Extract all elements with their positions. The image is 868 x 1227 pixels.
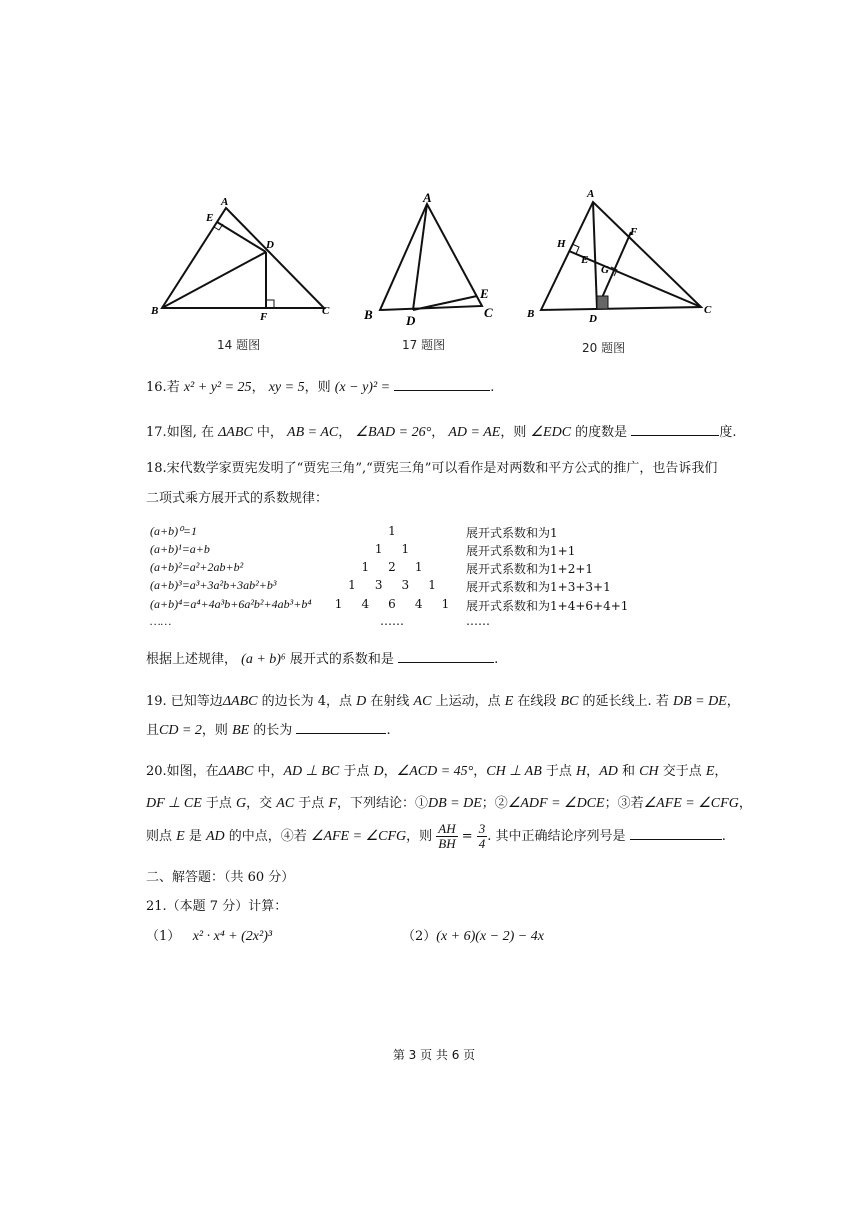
expansion-expr: (a+b)⁰=1: [150, 524, 197, 538]
figure-20: [525, 184, 725, 324]
label-D: D: [266, 239, 274, 251]
question-20-line3: 则点 E 是 AD 的中点，④若 ∠AFE = ∠CFG，则 $\frac{AH}{BH}$ = $\frac{3}{4}$ . 其中正确结论序列号是 .: [146, 821, 726, 851]
label-H: H: [557, 238, 566, 250]
answer-blank[interactable]: [398, 650, 494, 663]
label-A: A: [221, 196, 229, 208]
figure-17: [360, 190, 500, 330]
question-18-ask: 根据上述规律， (a + b)⁶ 展开式的系数和是 .: [146, 652, 499, 667]
label-F: F: [260, 311, 268, 323]
question-19-line2: 且CD = 2，则 BE 的长为 .: [146, 723, 391, 738]
question-20-line1: 20.如图，在ΔABC 中，AD ⊥ BC 于点 D，∠ACD = 45°，CH ⊥ AB 于点 H，AD 和 CH 交于点 E，: [146, 764, 728, 779]
section-heading: 二、解答题：（共 60 分）: [146, 870, 295, 885]
answer-blank[interactable]: [296, 721, 386, 734]
coefficients: 1 4 6 4 1: [334, 597, 450, 611]
coefficient-sum: 展开式系数和为1+2+1: [466, 562, 594, 576]
label-B: B: [527, 308, 535, 320]
label-B: B: [364, 307, 373, 322]
label-B: B: [151, 305, 159, 317]
question-21-title: 21.（本题 7 分）计算：: [146, 899, 288, 914]
label-E: E: [480, 286, 489, 301]
figure-14: [148, 196, 338, 326]
caption-14: 14 题图: [217, 338, 261, 352]
label-E: E: [581, 254, 589, 266]
answer-blank[interactable]: [631, 423, 719, 436]
label-C: C: [484, 305, 493, 320]
expansion-expr: ……: [150, 614, 172, 628]
coefficients: ……: [380, 614, 404, 628]
coefficient-sum: 展开式系数和为1+3+3+1: [466, 580, 611, 594]
coefficient-sum: 展开式系数和为1+4+6+4+1: [466, 599, 629, 613]
label-C: C: [322, 305, 330, 317]
answer-blank[interactable]: [394, 378, 490, 391]
coefficients: 1 2 1: [361, 560, 423, 574]
coefficient-sum: ……: [466, 614, 490, 628]
label-G: G: [601, 264, 609, 276]
label-A: A: [423, 190, 432, 205]
expansion-expr: (a+b)⁴=a⁴+4a³b+6a²b²+4ab³+b⁴: [150, 597, 312, 611]
question-19-line1: 19. 已知等边ΔABC 的边长为 4，点 D 在射线 AC 上运动，点 E 在线段 BC 的延长线上. 若 DB = DE，: [146, 694, 740, 709]
question-20-line2: DF ⊥ CE 于点 G，交 AC 于点 F，下列结论：①DB = DE；②∠ADF = ∠DCE；③若∠AFE = ∠CFG，: [146, 796, 752, 811]
question-18-line2: 二项式乘方展开式的系数规律：: [146, 491, 329, 506]
label-C: C: [704, 304, 712, 316]
question-17: 17.如图, 在 ΔABC 中， AB = AC， ∠BAD = 26°， AD = AE，则 ∠EDC 的度数是 度.: [146, 425, 737, 440]
coefficient-sum: 展开式系数和为1+1: [466, 544, 576, 558]
label-A: A: [587, 188, 595, 200]
question-18-line1: 18.宋代数学家贾宪发明了“贾宪三角”,“贾宪三角”可以看作是对两数和平方公式的推广，也告诉我们: [146, 461, 718, 476]
question-16: 16.若 x² + y² = 25， xy = 5，则 (x − y)² = .: [146, 380, 495, 395]
label-D: D: [589, 313, 597, 324]
label-F: F: [630, 226, 638, 238]
expansion-expr: (a+b)³=a³+3a²b+3ab²+b³: [150, 578, 277, 592]
fraction-ah-bh: $\frac{AH}{BH}$: [438, 821, 456, 851]
caption-20: 20 题图: [582, 341, 626, 355]
coefficients: 1 3 3 1: [348, 578, 436, 592]
coefficients: 1 1: [374, 542, 410, 556]
expansion-expr: (a+b)¹=a+b: [150, 542, 210, 556]
page-footer: 第 3 页 共 6 页: [392, 1048, 476, 1062]
expansion-expr: (a+b)²=a²+2ab+b²: [150, 560, 244, 574]
label-D: D: [406, 313, 416, 328]
fraction-3-4: $\frac{3}{4}$: [478, 821, 486, 851]
coefficients: 1: [388, 524, 396, 538]
question-21-part2: （2）(x + 6)(x − 2) − 4x: [402, 929, 544, 944]
caption-17: 17 题图: [402, 338, 446, 352]
coefficient-sum: 展开式系数和为1: [466, 526, 558, 540]
question-21-part1: （1） x² · x⁴ + (2x²)³: [146, 929, 273, 944]
answer-blank[interactable]: [630, 827, 722, 840]
label-E: E: [206, 212, 214, 224]
